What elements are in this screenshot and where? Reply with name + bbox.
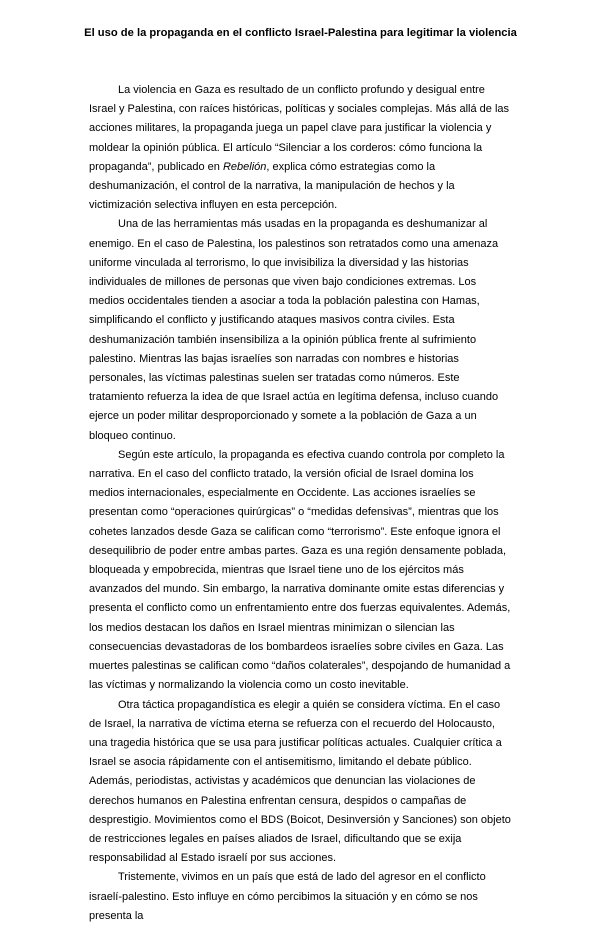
paragraph-selective-victimization	[89, 696, 512, 869]
paragraph-intro	[89, 81, 512, 215]
paragraph-conclusion	[89, 868, 512, 926]
paragraph-text: Tristemente, vivimos en un país que está de lado del agresor en el conflicto israelí-palestino. Esto influye en cómo percibimos la situación y en cómo se nos presenta la	[89, 871, 486, 922]
paragraph-text: Una de las herramientas más usadas en la propaganda es deshumanizar al enemigo. En el caso de Palestina, los palestinos son retratados como una amenaza uniforme vinculada al terrorismo, lo que invisibiliza la diversidad y las historias individuales de millones de personas que viven bajo condiciones extremas. Los medios occidentales tienden a asociar a toda la población palestina con Hamas, simplificando el conflicto y justificando ataques masivos contra civiles. Esta deshumanización también insensibiliza a la opinión pública frente al sufrimiento palestino. Mientras las bajas israelíes son narradas con nombres e historias personales, las víctimas palestinas suelen ser tratadas como números. Este tratamiento refuerza la idea de que Israel actúa en legítima defensa, incluso cuando ejerce un poder militar desproporcionado y somete a la población de Gaza a un bloqueo continuo.	[89, 218, 499, 442]
paragraph-text: La violencia en Gaza es resultado de un conflicto profundo y desigual entre Israel y Palestina, con raíces históricas, políticas y sociales complejas. Más allá de las acciones militares, la propaganda juega un papel clave para justificar la violencia y moldear la opinión pública. El artículo “Silenciar a los corderos: cómo funciona la propaganda”, publicado en	[89, 84, 510, 173]
paragraph-text: Según este artículo, la propaganda es efectiva cuando controla por completo la narrativa. En el caso del conflicto tratado, la versión oficial de Israel domina los medios internacionales, especialmente en Occidente. Las acciones israelíes se presentan como “operaciones quirúrgicas” o “medidas defensivas”, mientras que los cohetes lanzados desde Gaza se califican como “terrorismo”. Este enfoque ignora el desequilibrio de poder entre ambas partes. Gaza es una región densamente poblada, bloqueada y empobrecida, mientras que Israel tiene uno de los ejércitos más avanzados del mundo. Sin embargo, la narrativa dominante omite estas diferencias y presenta el conflicto como un enfrentamiento entre dos fuerzas equivalentes. Además, los medios destacan los daños en Israel mientras minimizan o silencian las consecuencias devastadoras de los bombardeos israelíes sobre civiles en Gaza. Las muertes palestinas se califican como “daños colaterales”, despojando de humanidad a las víctimas y normalizando la violencia como un costo inevitable.	[89, 448, 511, 692]
publication-name: Rebelión	[222, 160, 267, 173]
paragraph-dehumanization	[89, 215, 512, 445]
paragraph-text: , explica cómo estrategias como la deshumanización, el control de la narrativa, la manipulación de hechos y la victimización selectiva influyen en esta percepción.	[89, 160, 455, 212]
paragraph-narrative-control	[89, 446, 512, 696]
paragraph-text: Otra táctica propagandística es elegir a quién se considera víctima. En el caso de Israel, la narrativa de víctima eterna se refuerza con el recuerdo del Holocausto, una tragedia histórica que se usa para justificar políticas actuales. Cualquier crítica a Israel se asocia rápidamente con el antisemitismo, limitando el debate público. Además, periodistas, activistas y académicos que denuncian las violaciones de derechos humanos en Palestina enfrentan censura, despidos o campañas de desprestigio. Movimientos como el BDS (Boicot, Desinversión y Sanciones) son objeto de restricciones legales en países aliados de Israel, dificultando que se exija responsabilidad al Estado israelí por sus acciones.	[89, 698, 511, 865]
document-title: El uso de la propaganda en el conflicto Israel-Palestina para legitimar la violencia	[84, 27, 517, 39]
